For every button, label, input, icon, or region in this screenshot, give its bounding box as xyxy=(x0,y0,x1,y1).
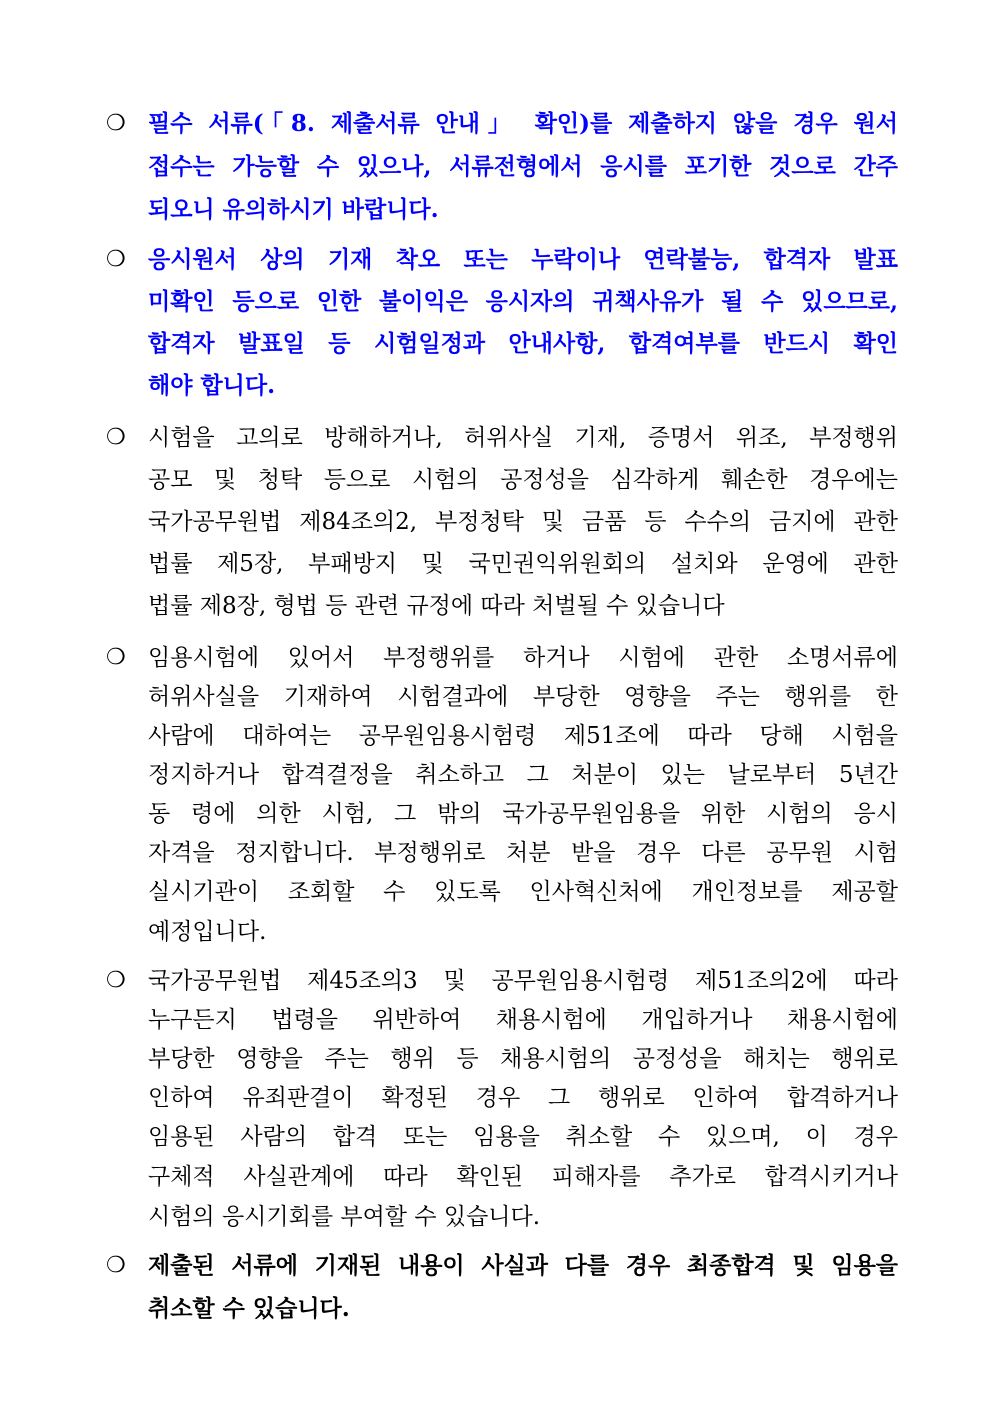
notice-line: 예정입니다. xyxy=(148,919,267,945)
circle-bullet-icon: ❍ xyxy=(106,968,126,993)
notice-line: 법률 제5장, 부패방지 및 국민권익위원회의 설치와 운영에 관한 xyxy=(148,551,898,577)
notice-line: 자격을 정지합니다. 부정행위로 처분 받을 경우 다른 공무원 시험 xyxy=(148,840,898,866)
notice-line: 실시기관이 조회할 수 있도록 인사혁신처에 개인정보를 제공할 xyxy=(148,879,898,905)
notice-line: 시험의 응시기회를 부여할 수 있습니다. xyxy=(148,1204,541,1230)
notice-line: 법률 제8장, 형법 등 관련 규정에 따라 처벌될 수 있습니다 xyxy=(148,593,725,619)
notice-line: 시험을 고의로 방해하거나, 허위사실 기재, 증명서 위조, 부정행위 xyxy=(148,425,898,451)
notice-line: 응시원서 상의 기재 착오 또는 누락이나 연락불능, 합격자 발표 xyxy=(148,246,898,273)
notice-line: 되오니 유의하시기 바랍니다. xyxy=(148,196,439,223)
notice-line: 동 령에 의한 시험, 그 밖의 국가공무원임용을 위한 시험의 응시 xyxy=(148,801,898,827)
notice-line: 미확인 등으로 인한 불이익은 응시자의 귀책사유가 될 수 있으므로, xyxy=(148,288,898,315)
notice-line: 임용된 사람의 합격 또는 임용을 취소할 수 있으며, 이 경우 xyxy=(148,1124,898,1150)
circle-bullet-icon: ❍ xyxy=(106,111,126,136)
notice-line: 임용시험에 있어서 부정행위를 하거나 시험에 관한 소명서류에 xyxy=(148,645,898,671)
circle-bullet-icon: ❍ xyxy=(106,1253,126,1278)
notice-line: 접수는 가능할 수 있으나, 서류전형에서 응시를 포기한 것으로 간주 xyxy=(148,153,898,180)
notice-line: 허위사실을 기재하여 시험결과에 부당한 영향을 주는 행위를 한 xyxy=(148,684,898,710)
notice-line: 인하여 유죄판결이 확정된 경우 그 행위로 인하여 합격하거나 xyxy=(148,1085,898,1111)
notice-line: 합격자 발표일 등 시험일정과 안내사항, 합격여부를 반드시 확인 xyxy=(148,330,898,357)
notice-line: 제출된 서류에 기재된 내용이 사실과 다를 경우 최종합격 및 임용을 xyxy=(148,1252,898,1279)
notice-line: 구체적 사실관계에 따라 확인된 피해자를 추가로 합격시키거나 xyxy=(148,1164,898,1190)
notice-line: 취소할 수 있습니다. xyxy=(148,1295,350,1322)
notice-line: 공모 및 청탁 등으로 시험의 공정성을 심각하게 훼손한 경우에는 xyxy=(148,467,898,493)
circle-bullet-icon: ❍ xyxy=(106,247,126,272)
circle-bullet-icon: ❍ xyxy=(106,645,126,670)
notice-line: 국가공무원법 제84조의2, 부정청탁 및 금품 등 수수의 금지에 관한 xyxy=(148,509,898,535)
notice-line: 부당한 영향을 주는 행위 등 채용시험의 공정성을 해치는 행위로 xyxy=(148,1046,898,1072)
notice-line: 필수 서류(「8. 제출서류 안내」 확인)를 제출하지 않을 경우 원서 xyxy=(148,110,898,137)
notice-line: 누구든지 법령을 위반하여 채용시험에 개입하거나 채용시험에 xyxy=(148,1007,898,1033)
notice-line: 정지하거나 합격결정을 취소하고 그 처분이 있는 날로부터 5년간 xyxy=(148,762,898,788)
notice-line: 사람에 대하여는 공무원임용시험령 제51조에 따라 당해 시험을 xyxy=(148,723,898,749)
circle-bullet-icon: ❍ xyxy=(106,425,126,450)
notice-line: 국가공무원법 제45조의3 및 공무원임용시험령 제51조의2에 따라 xyxy=(148,968,898,994)
notice-line: 해야 합니다. xyxy=(148,372,276,399)
